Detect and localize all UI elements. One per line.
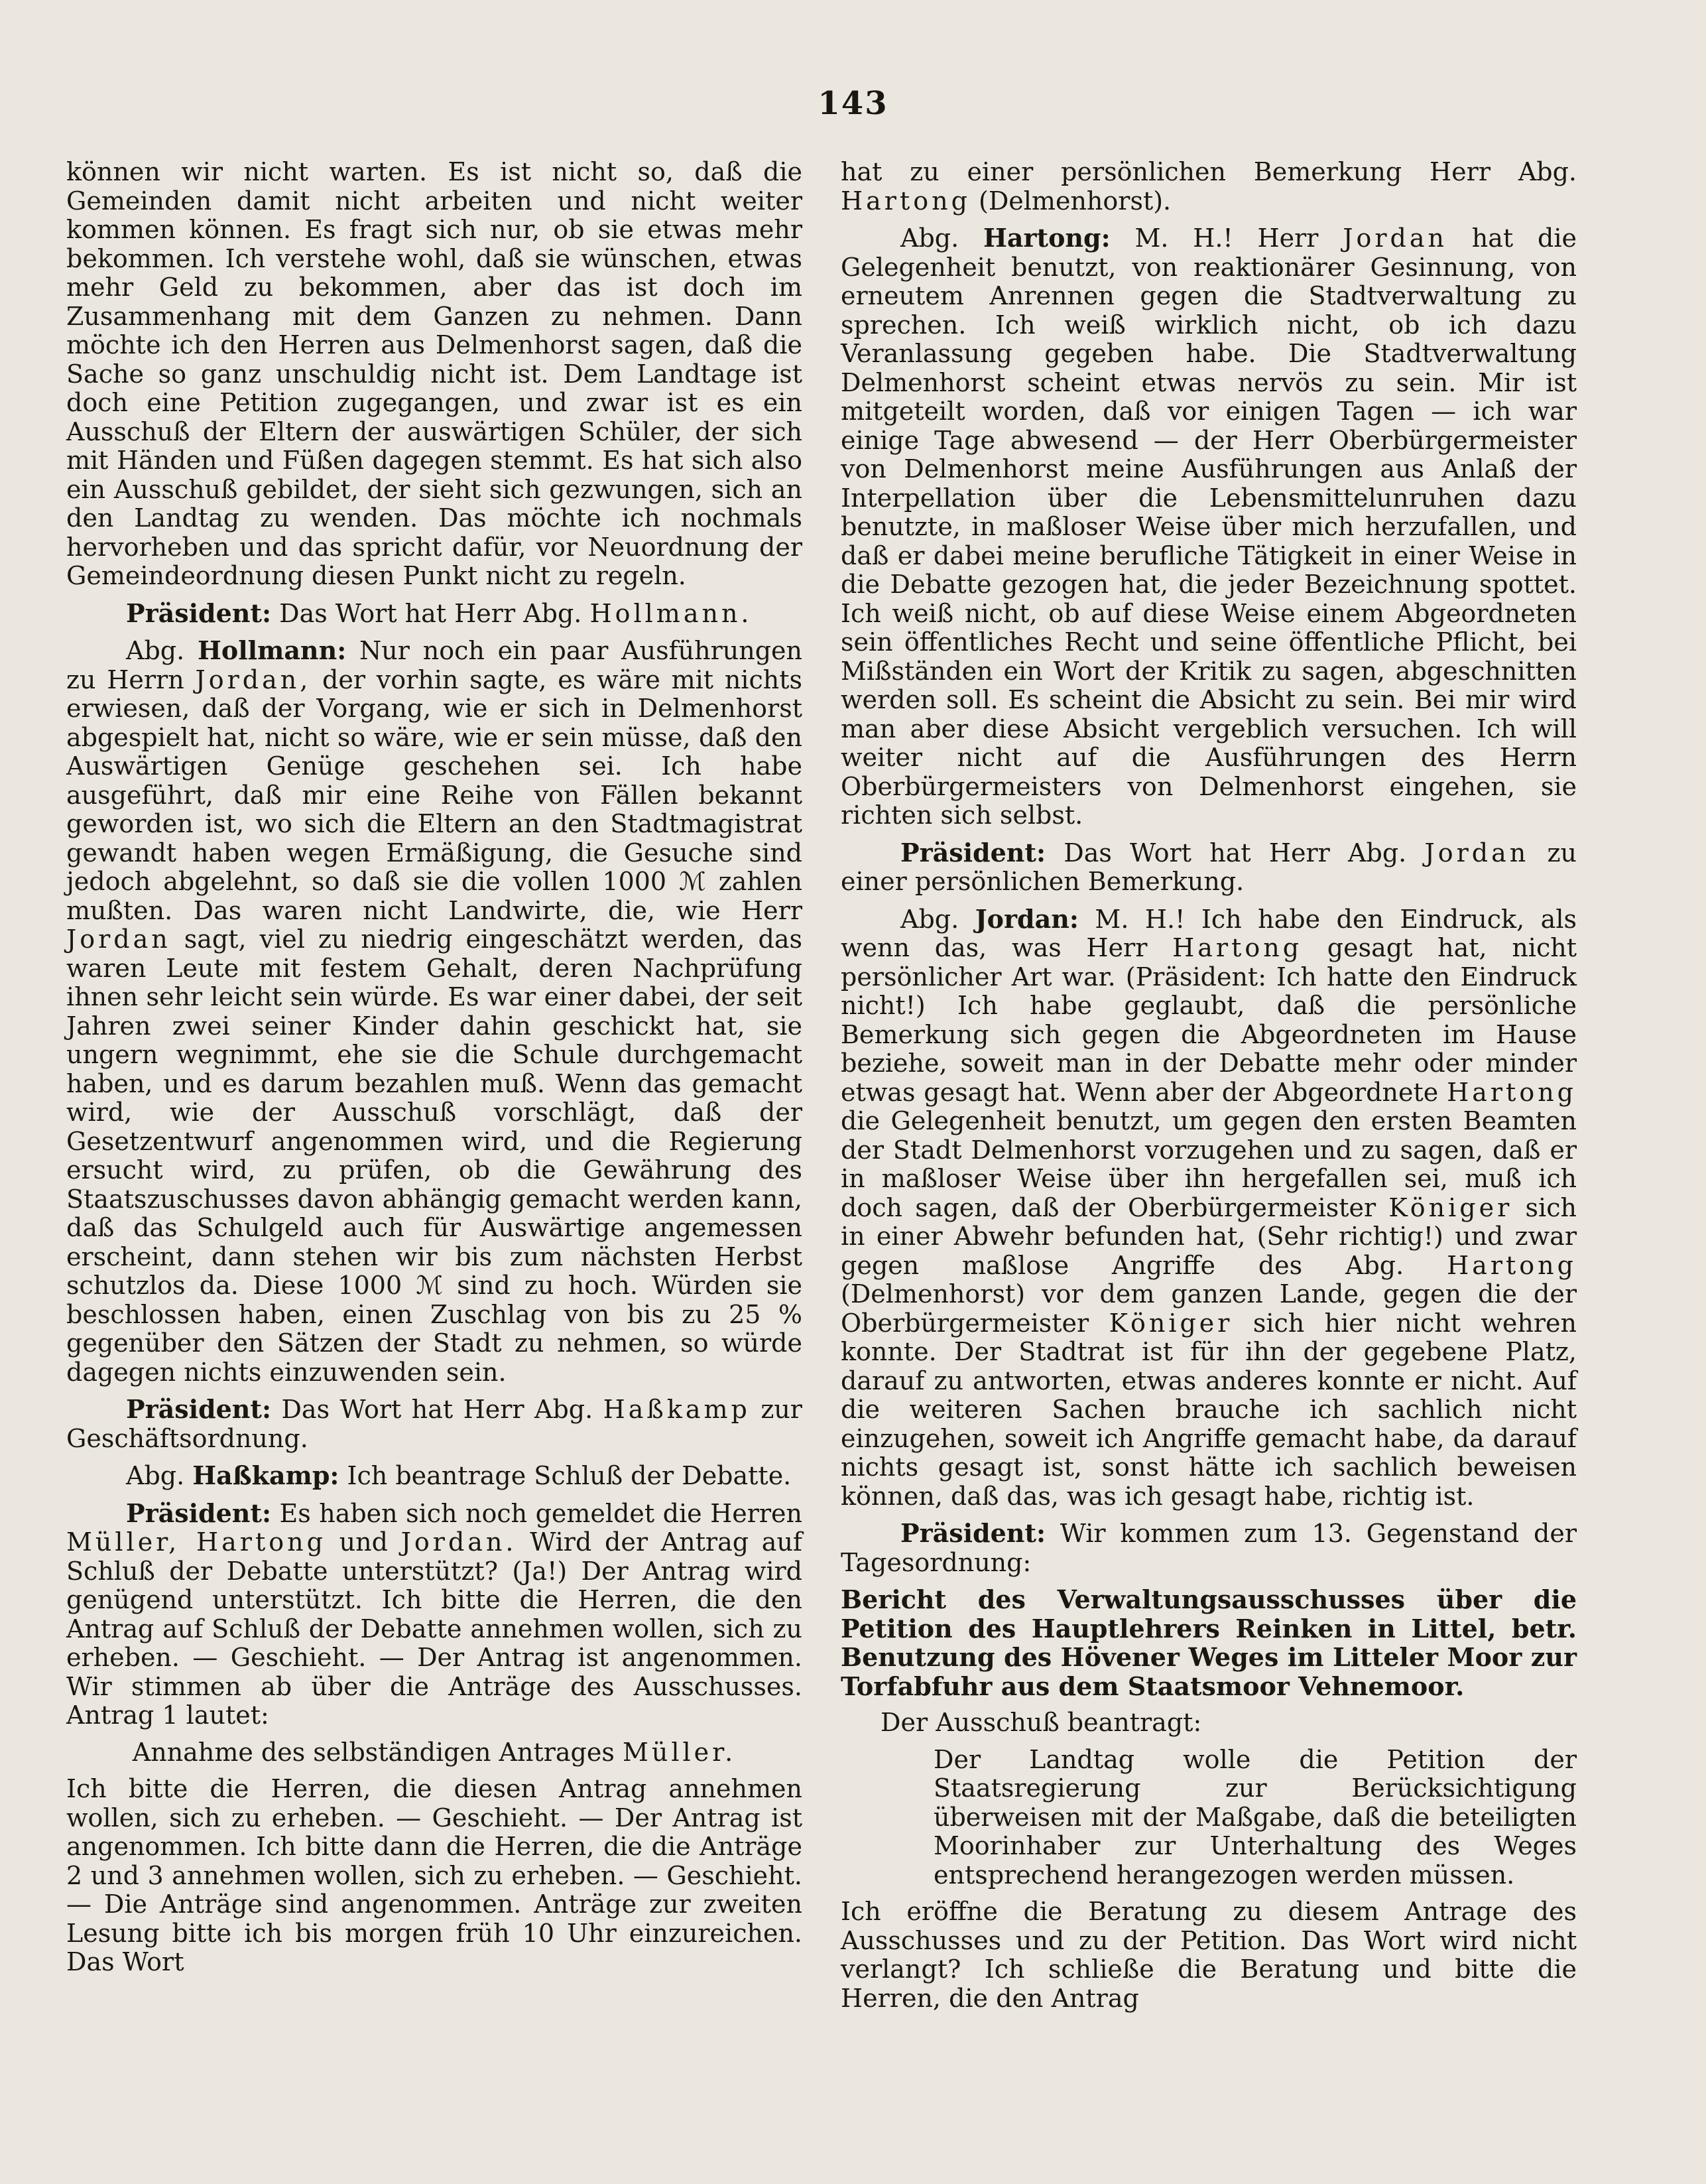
paragraph xyxy=(66,636,802,1387)
speaker-label: Hartong: xyxy=(983,223,1111,253)
committee-label: Der Ausschuß beantragt: xyxy=(881,1708,1202,1737)
speaker-label: Präsident: xyxy=(900,837,1046,867)
text-span: sich hier nicht wehren konnte. Der Stadtrat ist für ihn der gegebene Platz, darauf zu antworten, etwas anderes konnte er nicht. Auf die weiteren Sachen brauche ich sachlich nicht einzugehen, soweit ich Angriffe gemacht habe, da darauf nichts gesagt ist, sonst hätte ich sachlich beweisen können, daß das, was ich gesagt habe, richtig ist. xyxy=(841,1308,1577,1511)
person-name: Jordan xyxy=(1424,838,1530,867)
person-name: Königer xyxy=(1109,1308,1233,1338)
paragraph xyxy=(66,1499,802,1730)
person-name: Jordan xyxy=(66,925,171,954)
text-span: Das Wort hat Herr Abg. xyxy=(281,1395,593,1424)
speaker-label: Haßkamp: xyxy=(192,1460,339,1490)
person-name: Hartong xyxy=(1447,1250,1577,1280)
text-span: sagt, viel zu niedrig eingeschätzt werden, das waren Leute mit festem Gehalt, deren Nachprüfung ihnen sehr leicht sein würde. Es war einer dabei, der seit Jahren zwei seiner Kinder dahin geschickt hat, sie ungern wegnimmt, ehe sie die Schule durchgemacht haben, und es darum bezahlen muß. Wenn das gemacht wird, wie der Ausschuß vorschlägt, daß der Gesetzentwurf angenommen wird, und die Regierung ersucht wird, zu prüfen, ob die Gewährung des Staatszuschusses davon abhängig gemacht werden kann, daß das Schulgeld auch für Auswärtige angemessen erscheint, dann stehen wir bis zum nächsten Herbst schutzlos da. Diese 1000 ℳ sind zu hoch. Würden sie beschlossen haben, einen Zuschlag von bis zu 25 % gegenüber den Sätzen der Stadt zu nehmen, so würde dagegen nichts einzuwenden sein. xyxy=(66,925,802,1387)
speaker-label: Präsident: xyxy=(126,598,272,628)
text-span: Das Wort hat Herr Abg. xyxy=(1064,838,1407,867)
text-span: Das Wort hat Herr Abg. xyxy=(279,598,582,628)
speaker-label: Präsident: xyxy=(900,1518,1046,1548)
text-span: zur Geschäftsordnung. xyxy=(66,1395,802,1453)
text-span: Wir kommen zum 13. Gegenstand der Tagesordnung: xyxy=(841,1519,1577,1577)
text-span: (Delmenhorst) vor dem ganzen Lande, gegen die der Oberbürgermeister xyxy=(841,1279,1577,1338)
left-column xyxy=(66,158,802,2021)
person-name: Hartong xyxy=(1172,933,1303,962)
paragraph xyxy=(66,1461,802,1491)
paragraph: Ich eröffne die Beratung zu diesem Antrage des Ausschusses und zu der Petition. Das Wort wird nicht verlangt? Ich schließe die Beratung und bitte die Herren, die den Antrag xyxy=(841,1897,1577,2013)
right-column xyxy=(841,158,1577,2021)
paragraph xyxy=(841,1519,1577,1577)
text-span: Abg. xyxy=(126,1461,185,1490)
text-span: gesagt hat, nicht persönlicher Art war. (Präsident: Ich hatte den Eindruck nicht!) Ich habe geglaubt, daß die persönliche Bemerkung sich gegen die Abgeordneten im Hause beziehe, soweit man in der Debatte mehr oder minder etwas gesagt hat. Wenn aber der Abgeordnete xyxy=(841,933,1577,1107)
motion-line xyxy=(66,1738,802,1767)
person-name: Hollmann. xyxy=(589,598,753,628)
text-span: sich in einer Abwehr befunden hat, (Sehr richtig!) und zwar gegen maßlose Angriffe des Abg. xyxy=(841,1192,1577,1280)
person-name: Müller. xyxy=(622,1737,737,1767)
text-span: (Delmenhorst). xyxy=(979,186,1172,216)
text-columns xyxy=(66,158,1645,2021)
speaker-label: Präsident: xyxy=(126,1394,272,1424)
text-span: Ich beantrage Schluß der Debatte. xyxy=(347,1461,792,1490)
page-number: 143 xyxy=(818,85,888,122)
speaker-label: Hollmann: xyxy=(197,635,347,665)
speaker-label: Jordan: xyxy=(975,903,1079,934)
paragraph xyxy=(841,224,1577,830)
text-span: zu einer persönlichen Bemerkung. xyxy=(841,838,1577,896)
text-span: Abg. xyxy=(126,636,185,665)
text-span: Annahme des selbständigen Antrages xyxy=(132,1737,615,1767)
text-span: hat die Gelegenheit benutzt, von reaktionärer Gesinnung, von erneutem Anrennen gegen die Stadtverwaltung zu sprechen. Ich weiß wirklich nicht, ob ich dazu Veranlassung gegeben habe. Die Stadtverwaltung Delmenhorst scheint etwas nervös zu sein. Mir ist mitgeteilt worden, daß vor einigen Tagen — ich war einige Tage abwesend — der Herr Oberbürgermeister von Delmenhorst meine Ausführungen aus Anlaß der Interpellation über die Lebensmittelunruhen dazu benutzte, in maßloser Weise über mich herzufallen, und daß er dabei meine berufliche Tätigkeit in einer Weise in die Debatte gezogen hat, die jeder Bezeichnung spottet. Ich weiß nicht, ob auf diese Weise einem Abgeordneten sein öffentliches Recht und seine öffentliche Pflicht, bei Mißständen ein Wort der Kritik zu sagen, abgeschnitten werden soll. Es scheint die Absicht zu sein. Bei mir wird man aber diese Absicht vergeblich versuchen. Ich will weiter nicht auf die Ausführungen des Herrn Oberbürgermeisters von Delmenhorst eingehen, sie richten sich selbst. xyxy=(841,224,1577,830)
paragraph: Ich bitte die Herren, die diesen Antrag annehmen wollen, sich zu erheben. — Geschieht. — Der Antrag ist angenommen. Ich bitte dann die Herren, die die Anträge 2 und 3 annehmen wollen, sich zu erheben. — Geschieht. — Die Anträge sind angenommen. Anträge zur zweiten Lesung bitte ich bis morgen früh 10 Uhr einzureichen. Das Wort xyxy=(66,1774,802,1976)
text-span: Abg. xyxy=(900,904,959,934)
speaker-label: Präsident: xyxy=(126,1498,272,1528)
person-name: Hartong xyxy=(1447,1077,1577,1107)
paragraph xyxy=(841,158,1577,216)
text-span: die Gelegenheit benutzt, um gegen den ersten Beamten der Stadt Delmenhorst vorzugehen und zu sagen, daß er in maßloser Weise über ihn hergefallen sei, muß ich doch sagen, daß der Oberbürgermeister xyxy=(841,1106,1577,1222)
text-span: M. H.! Ich habe den Eindruck, als wenn das, was Herr xyxy=(841,904,1577,962)
paragraph xyxy=(841,905,1577,1511)
committee-motion: Der Landtag wolle die Petition der Staatsregierung zur Berücksichtigung überweisen mit der Maßgabe, daß die beteiligten Moorinhaber zur Unterhaltung des Weges entsprechend herangezogen werden müssen. xyxy=(934,1744,1577,1890)
agenda-item-heading: Bericht des Verwaltungsausschusses über die Petition des Hauptlehrers Reinken in Littel, betr. Benutzung des Hövener Weges im Litteler Moor zur Torfabfuhr aus dem Staatsmoor Vehnemoor. xyxy=(841,1584,1577,1701)
paragraph xyxy=(66,1395,802,1453)
paragraph xyxy=(66,599,802,629)
person-name: Haßkamp xyxy=(603,1395,751,1424)
paragraph xyxy=(841,838,1577,897)
person-name: Jordan. xyxy=(400,1527,517,1557)
text-span: und xyxy=(339,1527,388,1557)
text-span: der vorhin sagte, es wäre mit nichts erwiesen, daß der Vorgang, wie er sich in Delmenhorst abgespielt hat, nicht so wäre, wie er sein müsse, daß den Auswärtigen Genüge geschehen sei. Ich habe ausgeführt, daß mir eine Reihe von Fällen bekannt geworden ist, wo sich die Eltern an den Stadtmagistrat gewandt haben wegen Ermäßigung, die Gesuche sind jedoch abgelehnt, so daß sie die vollen 1000 ℳ zahlen mußten. Das waren nicht Landwirte, die, wie Herr xyxy=(66,665,802,925)
person-name: Müller, Hartong xyxy=(66,1527,326,1557)
person-name: Königer xyxy=(1388,1192,1513,1222)
text-span: Wird der Antrag auf Schluß der Debatte unterstützt? (Ja!) Der Antrag wird genügend unterstützt. Ich bitte die Herren, die den Antrag auf Schluß der Debatte annehmen wollen, sich zu erheben. — Geschieht. — Der Antrag ist angenommen. Wir stimmen ab über die Anträge des Ausschusses. Antrag 1 lautet: xyxy=(66,1527,802,1730)
person-name: Jordan, xyxy=(195,665,312,694)
paragraph: können wir nicht warten. Es ist nicht so, daß die Gemeinden damit nicht arbeiten und nicht weiter kommen können. Es fragt sich nur, ob sie etwas mehr bekommen. Ich verstehe wohl, daß sie wünschen, etwas mehr Geld zu bekommen, aber das ist doch im Zusammenhang mit dem Ganzen zu nehmen. Dann möchte ich den Herren aus Delmenhorst sagen, daß die Sache so ganz unschuldig nicht ist. Dem Landtage ist doch eine Petition zugegangen, und zwar ist es ein Ausschuß der Eltern der auswärtigen Schüler, der sich mit Händen und Füßen dagegen stemmt. Es hat sich also ein Ausschuß gebildet, der sieht sich gezwungen, sich an den Landtag zu wenden. Das möchte ich nochmals hervorheben und das spricht dafür, vor Neuordnung der Gemeindeordnung diesen Punkt nicht zu regeln. xyxy=(66,157,802,590)
text-span: hat zu einer persönlichen Bemerkung Herr Abg. xyxy=(841,157,1577,186)
text-span: Abg. xyxy=(900,224,959,253)
text-span: Nur noch ein paar Ausführungen zu Herrn xyxy=(66,636,802,694)
person-name: Jordan xyxy=(1343,224,1447,253)
text-span: Es haben sich noch gemeldet die Herren xyxy=(279,1498,802,1528)
person-name: Hartong xyxy=(841,186,971,216)
text-span: M. H.! Herr xyxy=(1134,224,1319,253)
